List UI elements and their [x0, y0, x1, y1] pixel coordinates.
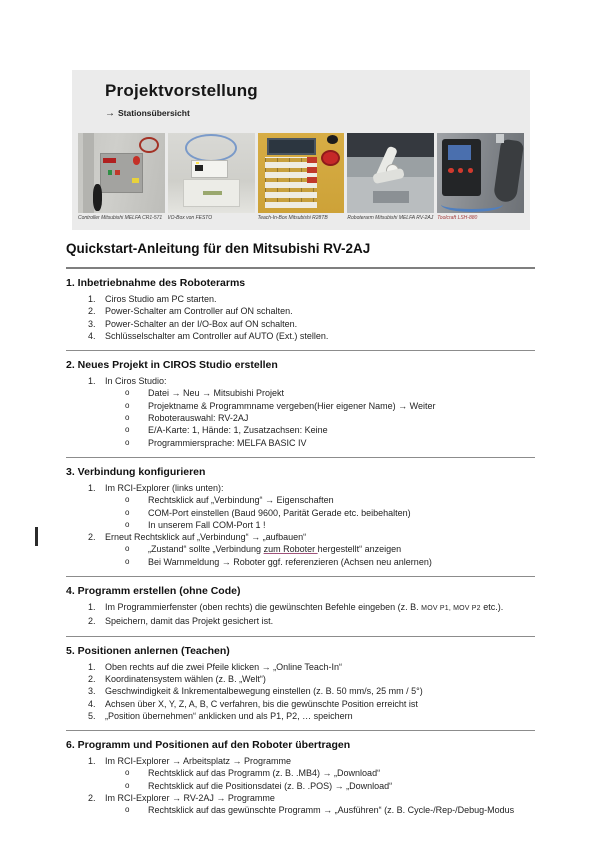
item-number: 2. — [88, 532, 96, 543]
photo-caption: Roboterarm Mitsubishi MELFA RV-2AJ — [347, 215, 434, 221]
sub-text — [148, 543, 535, 555]
list-item — [66, 673, 535, 685]
item-text: Im RCI-Explorer (links unten): — [105, 482, 224, 493]
item-text: Schlüsselschalter am Controller auf AUTO (Ext.) stellen. — [105, 330, 329, 341]
item-number: 1. — [88, 376, 96, 387]
section-rule — [66, 350, 535, 351]
item-number: 2. — [88, 673, 96, 684]
sub-bullet: o — [125, 388, 130, 398]
text-segment: „Zustand“ sollte „Verbindung — [148, 544, 264, 555]
item-text — [105, 601, 535, 615]
doc-title: Quickstart-Anleitung für den Mitsubishi RV-2AJ — [66, 241, 371, 256]
list-item — [66, 330, 535, 342]
sub-item — [66, 424, 535, 436]
sub-bullet: o — [125, 805, 130, 815]
section-heading: 4. Programm erstellen (ohne Code) — [66, 585, 241, 598]
item-number: 1. — [88, 602, 96, 613]
item-text: Im RCI-Explorer → RV-2AJ → Programme — [105, 793, 275, 804]
item-text: Oben rechts auf die zwei Pfeile klicken → „Online Teach-In“ — [105, 661, 342, 672]
sub-bullet: o — [125, 768, 130, 778]
photo-caption: I/O-Box von FESTO — [167, 215, 213, 221]
item-text: Achsen über X, Y, Z, A, B, C verfahren, bis die gewünschte Position erreicht ist — [105, 698, 418, 709]
text-segment: hergestellt“ anzeigen — [317, 544, 402, 555]
item-number: 4. — [88, 698, 96, 709]
text-segment: etc.). — [480, 602, 504, 613]
text-segment: MOV P1, MOV P2 — [421, 605, 481, 613]
sub-text: Roboterauswahl: RV-2AJ — [148, 413, 249, 424]
sub-item — [66, 519, 535, 531]
sub-bullet: o — [125, 780, 130, 790]
sub-text: E/A-Karte: 1, Hände: 1, Zusatzachsen: Keine — [148, 425, 328, 436]
section-rule — [66, 576, 535, 577]
item-number: 1. — [88, 482, 96, 493]
item-number: 1. — [88, 661, 96, 672]
item-text: Power-Schalter an der I/O-Box auf ON schalten. — [105, 318, 298, 329]
toolcraft-photo-image — [437, 133, 524, 213]
text-segment: Im Programmierfenster (oben rechts) die gewünschten Befehle eingeben (z. B. — [105, 602, 422, 613]
item-text: „Position übernehmen“ anklicken und als P1, P2, … speichern — [105, 710, 353, 721]
slide-subtitle — [72, 101, 530, 119]
sub-bullet: o — [125, 507, 130, 517]
list-item — [66, 318, 535, 330]
sub-text: Rechtsklick auf „Verbindung“ → Eigenschaften — [148, 495, 334, 506]
item-text: In Ciros Studio: — [105, 376, 167, 387]
sub-text: Datei → Neu → Mitsubishi Projekt — [148, 388, 285, 399]
sub-bullet: o — [125, 425, 130, 435]
sub-bullet: o — [125, 495, 130, 505]
item-number: 2. — [88, 616, 96, 627]
controller-photo-image — [78, 133, 165, 213]
list-item — [66, 375, 535, 387]
sub-text: Rechtsklick auf die Positionsdatei (z. B. .POS) → „Download“ — [148, 780, 393, 791]
list-item — [66, 293, 535, 305]
section-heading: 2. Neues Projekt in CIROS Studio erstellen — [66, 359, 278, 372]
photo-controller — [78, 133, 165, 221]
item-number: 3. — [88, 318, 96, 329]
sub-item — [66, 507, 535, 519]
section-heading: 5. Positionen anlernen (Teachen) — [66, 644, 230, 657]
sub-item — [66, 412, 535, 424]
list-item — [66, 661, 535, 673]
item-number: 5. — [88, 710, 96, 721]
item-text: Ciros Studio am PC starten. — [105, 294, 217, 304]
sub-text: In unserem Fall COM-Port 1 ! — [148, 519, 266, 530]
item-text: Power-Schalter am Controller auf ON schalten. — [105, 306, 293, 317]
list-item — [66, 698, 535, 710]
photo-caption: Controller Mitsubishi MELFA CR1-571 — [78, 215, 163, 221]
photo-robot-arm — [347, 133, 434, 221]
photo-toolcraft — [437, 133, 524, 221]
document-content — [66, 240, 535, 817]
item-number: 2. — [88, 306, 96, 317]
item-text: Geschwindigkeit & Inkrementalbewegung einstellen (z. B. 50 mm/s, 25 mm / 5°) — [105, 686, 423, 697]
sub-bullet: o — [125, 556, 130, 566]
slide-subtitle-text: Stationsübersicht — [118, 108, 190, 118]
section-heading: 3. Verbindung konfigurieren — [66, 465, 206, 478]
sub-item — [66, 804, 535, 816]
item-number: 1. — [88, 294, 96, 304]
list-item — [66, 531, 535, 543]
sub-bullet: o — [125, 413, 130, 423]
sub-text: COM-Port einstellen (Baud 9600, Parität Gerade etc. beibehalten) — [148, 507, 411, 518]
sub-item — [66, 543, 535, 555]
robot-arm-photo-image — [347, 133, 434, 213]
sub-text: Projektname & Programmname vergeben(Hier eigener Name) → Weiter — [148, 400, 436, 411]
sub-bullet: o — [125, 544, 130, 554]
sub-item — [66, 387, 535, 399]
sub-item — [66, 556, 535, 568]
teach-box-photo-image — [258, 133, 345, 213]
item-number: 4. — [88, 330, 96, 341]
list-item — [66, 685, 535, 697]
sub-item — [66, 400, 535, 412]
section-rule — [66, 730, 535, 731]
sub-item — [66, 437, 535, 449]
text-segment: zum Roboter — [263, 544, 318, 555]
list-item — [66, 710, 535, 722]
sub-item — [66, 494, 535, 506]
item-text: Speichern, damit das Projekt gesichert ist. — [105, 616, 274, 627]
sub-bullet: o — [125, 437, 130, 447]
photo-strip — [78, 133, 524, 221]
margin-change-bar — [35, 527, 38, 546]
slide-title: Projektvorstellung — [105, 81, 258, 100]
photo-caption: Teach-In-Box Mitsubishi R28TB — [257, 215, 328, 221]
sub-bullet: o — [125, 519, 130, 529]
item-number: 2. — [88, 793, 96, 804]
sub-text: Rechtsklick auf das Programm (z. B. .MB4) → „Download“ — [148, 768, 381, 779]
list-item — [66, 615, 535, 627]
sub-item — [66, 780, 535, 792]
quickstart-sections — [66, 277, 535, 817]
sub-text: Programmiersprache: MELFA BASIC IV — [148, 437, 307, 448]
list-item — [66, 482, 535, 494]
item-text: Koordinatensystem wählen (z. B. „Welt“) — [105, 673, 266, 684]
section-rule — [66, 457, 535, 458]
item-text: Im RCI-Explorer → Arbeitsplatz → Programme — [105, 756, 292, 767]
photo-caption: Toolcraft LSH-880 — [437, 215, 478, 221]
sub-item — [66, 767, 535, 779]
photo-io-box — [168, 133, 255, 221]
section-heading: 1. Inbetriebnahme des Roboterarms — [66, 277, 246, 289]
slide-panel — [72, 70, 530, 230]
arrow-icon: → — [105, 108, 115, 119]
item-number: 3. — [88, 686, 96, 697]
list-item — [66, 792, 535, 804]
list-item — [66, 601, 535, 615]
title-rule — [66, 267, 535, 269]
sub-text: Bei Warnmeldung → Roboter ggf. referenzieren (Achsen neu anlernen) — [148, 556, 432, 567]
list-item — [66, 305, 535, 317]
sub-text: Rechtsklick auf das gewünschte Programm → „Ausführen“ (z. B. Cycle-/Rep-/Debug-Modus — [148, 805, 515, 816]
section-rule — [66, 636, 535, 637]
item-number: 1. — [88, 756, 96, 767]
sub-bullet: o — [125, 400, 130, 410]
item-text: Erneut Rechtsklick auf „Verbindung“ → „aufbauen“ — [105, 532, 307, 543]
section-heading: 6. Programm und Positionen auf den Roboter übertragen — [66, 739, 351, 752]
io-box-photo-image — [168, 133, 255, 213]
list-item — [66, 755, 535, 767]
photo-teach-box — [258, 133, 345, 221]
